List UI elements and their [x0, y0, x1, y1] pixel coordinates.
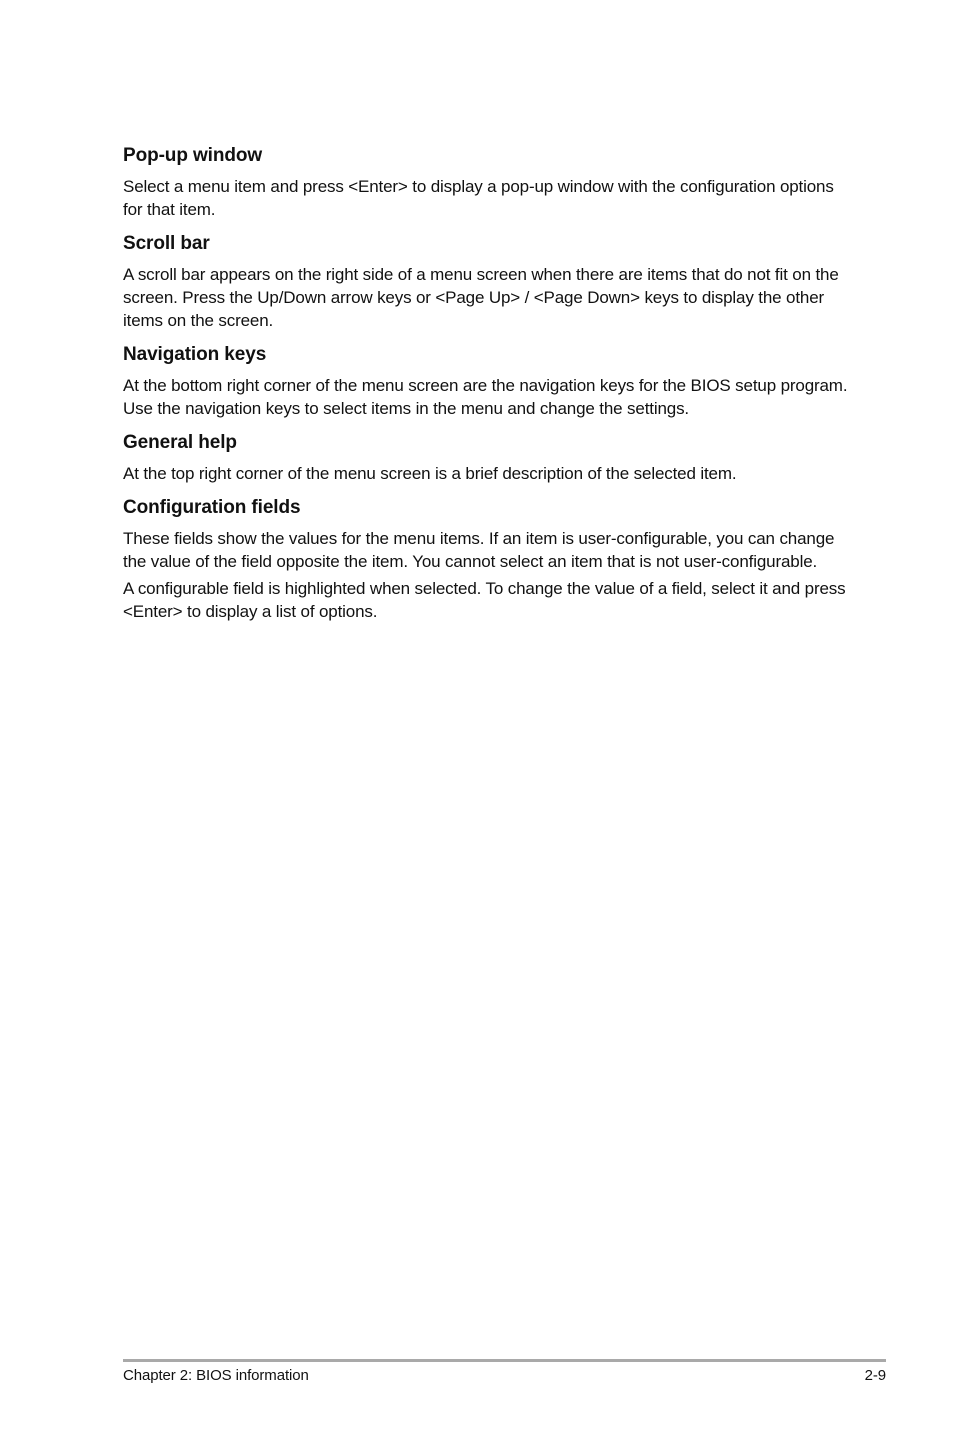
section-navigation-keys: [123, 343, 848, 420]
section-popup-window: [123, 144, 848, 221]
section-general-help: [123, 431, 848, 485]
section-paragraph: A scroll bar appears on the right side of a menu screen when there are items that do not fit on the screen. Press the Up/Down arrow keys or <Page Up> / <Page Down> keys to display the other items on the screen.: [123, 265, 839, 330]
footer-chapter-title: Chapter 2: BIOS information: [123, 1367, 309, 1384]
footer-divider: [123, 1359, 886, 1362]
section-paragraph: At the bottom right corner of the menu screen are the navigation keys for the BIOS setup program. Use the navigation keys to select items in the menu and change the settings.: [123, 376, 848, 418]
section-paragraph: These fields show the values for the menu items. If an item is user-configurable, you can change the value of the field opposite the item. You cannot select an item that is not user-configurable.: [123, 529, 835, 571]
section-paragraph: A configurable field is highlighted when selected. To change the value of a field, select it and press <Enter> to display a list of options.: [123, 579, 846, 621]
section-heading: Scroll bar: [123, 233, 210, 254]
section-heading: Pop-up window: [123, 145, 263, 166]
footer-page-number: 2-9: [864, 1367, 886, 1384]
section-configuration-fields: [123, 496, 848, 623]
section-paragraph: At the top right corner of the menu screen is a brief description of the selected item.: [123, 464, 737, 483]
section-paragraph: Select a menu item and press <Enter> to display a pop-up window with the configuration options for that item.: [123, 177, 834, 219]
section-heading: Configuration fields: [123, 497, 301, 518]
section-heading: Navigation keys: [123, 344, 267, 365]
document-body: [123, 144, 848, 634]
section-scroll-bar: [123, 232, 848, 332]
section-heading: General help: [123, 432, 237, 453]
